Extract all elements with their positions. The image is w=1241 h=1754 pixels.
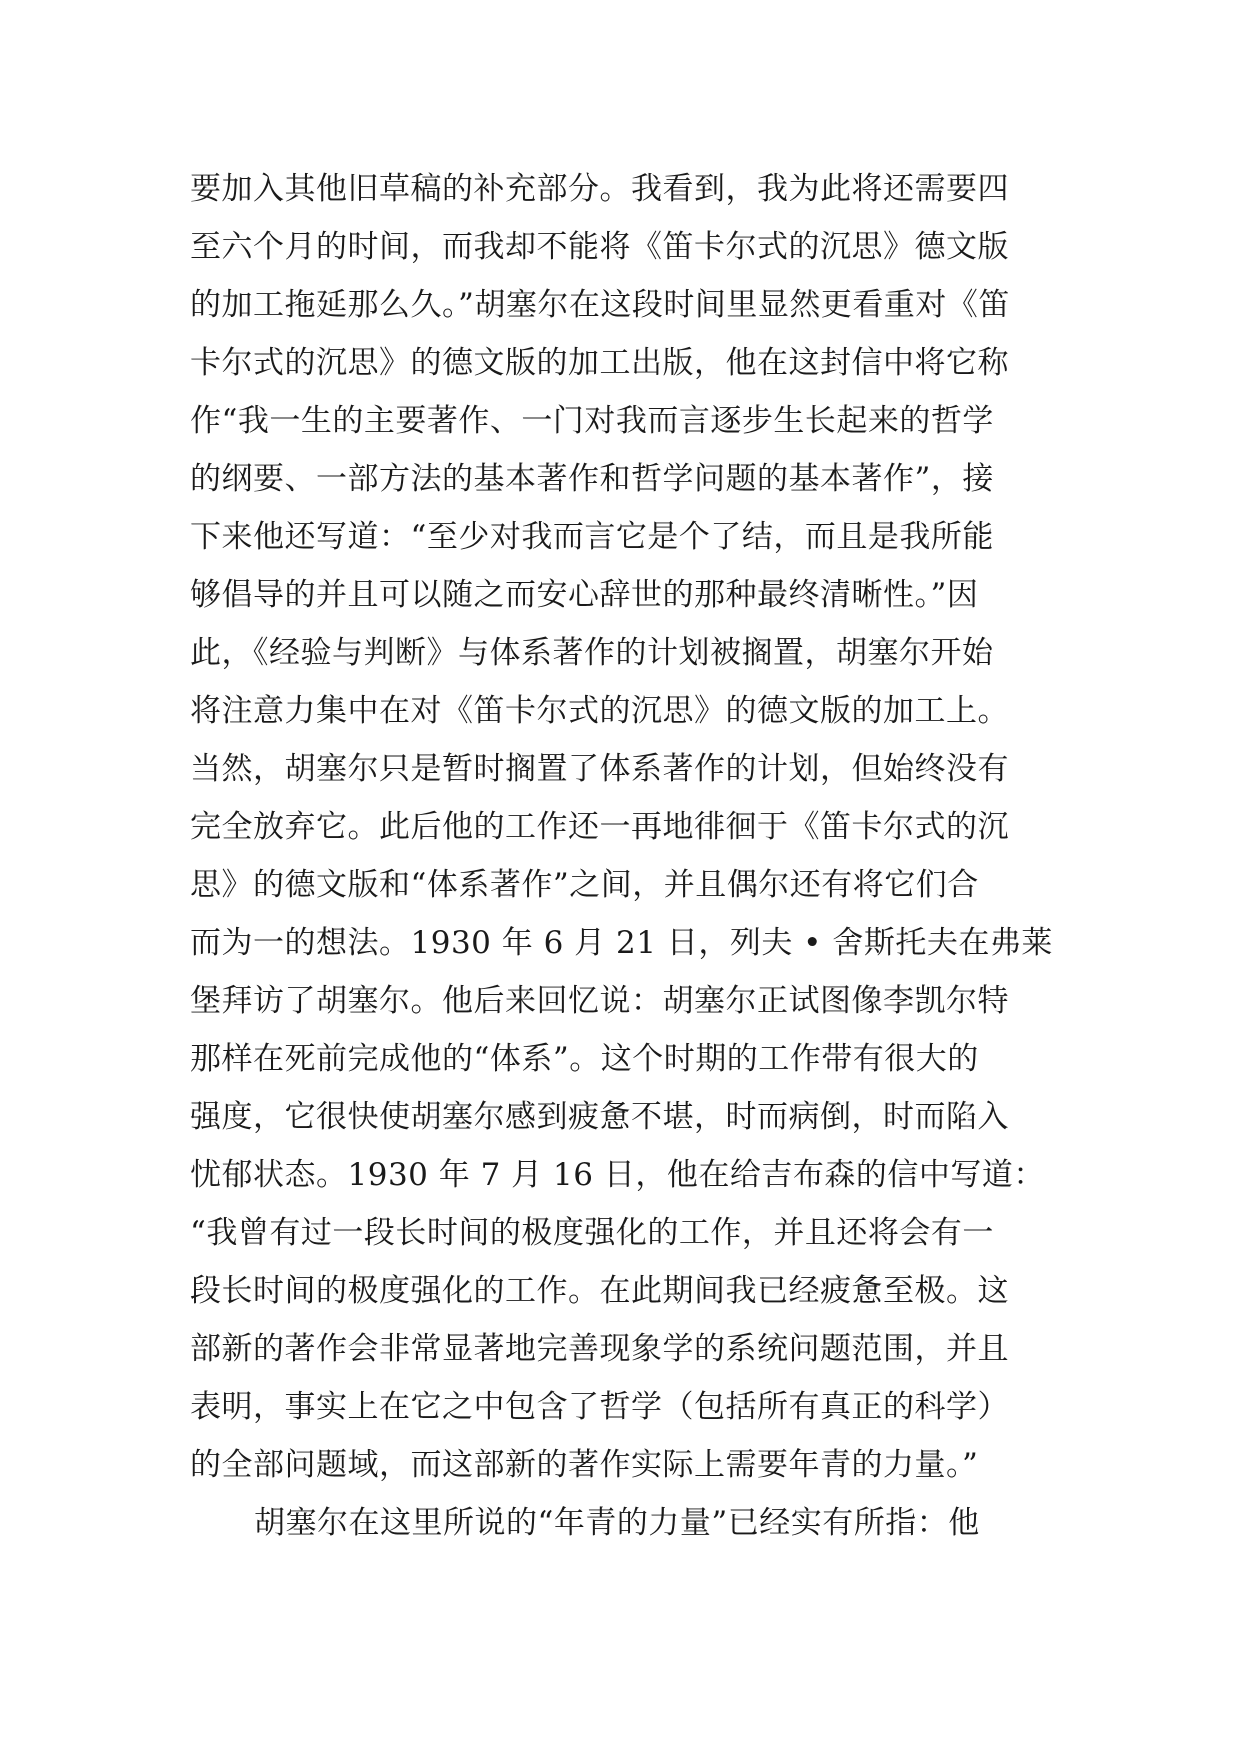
text-line: 下来他还写道：“至少对我而言它是个了结，而且是我所能 [190,519,994,555]
text-line: 要加入其他旧草稿的补充部分。我看到，我为此将还需要四 [190,171,1009,207]
text-line: 部新的著作会非常显著地完善现象学的系统问题范围，并且 [190,1331,1009,1367]
text-line: 完全放弃它。此后他的工作还一再地徘徊于《笛卡尔式的沉 [190,809,1009,845]
text-line: 思》的德文版和“体系著作”之间，并且偶尔还有将它们合 [190,867,979,903]
text-line: 够倡导的并且可以随之而安心辞世的那种最终清晰性。”因 [190,577,979,613]
text-line: 强度，它很快使胡塞尔感到疲惫不堪，时而病倒，时而陷入 [190,1099,1009,1135]
text-line: 表明，事实上在它之中包含了哲学（包括所有真正的科学） [190,1389,1009,1425]
text-line: 当然，胡塞尔只是暂时搁置了体系著作的计划，但始终没有 [190,751,1009,787]
text-line: 而为一的想法。1930 年 6 月 21 日，列夫 • 舍斯托夫在弗莱 [190,925,1053,961]
text-line: 将注意力集中在对《笛卡尔式的沉思》的德文版的加工上。 [190,693,1009,729]
text-line: 的纲要、一部方法的基本著作和哲学问题的基本著作”，接 [190,461,994,497]
text-line: 忧郁状态。1930 年 7 月 16 日，他在给吉布森的信中写道： [190,1157,1045,1193]
text-line: “我曾有过一段长时间的极度强化的工作，并且还将会有一 [190,1215,994,1251]
text-line: 至六个月的时间，而我却不能将《笛卡尔式的沉思》德文版 [190,229,1009,265]
paragraph-start-line: 胡塞尔在这里所说的“年青的力量”已经实有所指：他 [254,1505,980,1541]
text-line: 堡拜访了胡塞尔。他后来回忆说：胡塞尔正试图像李凯尔特 [190,983,1009,1019]
text-line: 那样在死前完成他的“体系”。这个时期的工作带有很大的 [190,1041,979,1077]
text-line: 的全部问题域，而这部新的著作实际上需要年青的力量。” [190,1447,979,1483]
text-line: 作“我一生的主要著作、一门对我而言逐步生长起来的哲学 [190,403,994,439]
body-text [190,160,1070,1552]
text-line: 此，《经验与判断》与体系著作的计划被搁置，胡塞尔开始 [190,635,994,671]
text-line: 的加工拖延那么久。”胡塞尔在这段时间里显然更看重对《笛 [190,287,1010,323]
text-line: 卡尔式的沉思》的德文版的加工出版，他在这封信中将它称 [190,345,1009,381]
text-line: 段长时间的极度强化的工作。在此期间我已经疲惫至极。这 [190,1273,1009,1309]
